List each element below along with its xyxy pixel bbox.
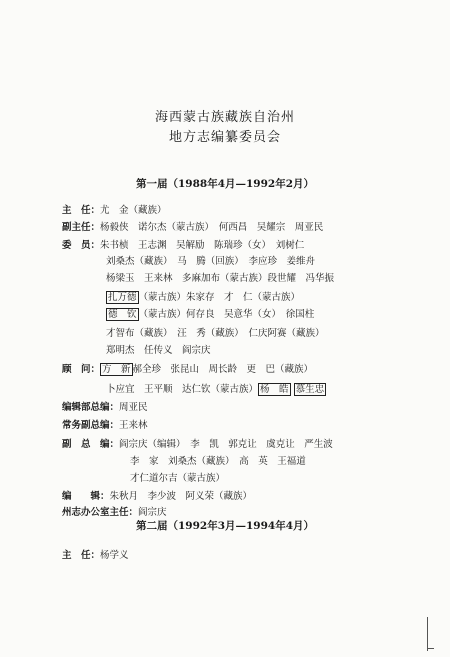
role-label: 常务副总编： [62,420,120,431]
member-line [62,417,442,431]
role-label: 主 任： [62,205,101,216]
member-line [62,504,442,518]
member-names: 朱书桢 王志渊 吴解励 陈瑞珍（女） 刘树仁 [100,240,305,251]
boxed-name: 杨 皓 [260,384,289,395]
member-line [62,361,442,375]
member-line [62,436,442,450]
role-label: 副 总 编： [62,439,120,450]
member-names: 郝全珍 张昆山 周长龄 更 巴（藏族） [132,364,314,375]
title-line-1: 海西蒙古族藏族自治州 [154,110,295,125]
session-1-heading: 第一届（1988年4月—1992年2月） [135,178,315,190]
role-label: 州志办公室主任： [62,507,139,518]
boxed-name: 德 钦 [108,309,137,320]
member-names: 朱秋月 李少波 阿义荣（藏族） [109,491,253,502]
session-2-heading: 第二届（1992年3月—1994年4月） [135,520,315,532]
member-names: 刘桑杰（藏族） 马 腾（回族） 李应珍 姜维舟 [106,256,316,267]
member-names: 杨梁玉 王来林 多麻加布（蒙古族）段世耀 冯华振 [106,273,335,284]
member-line [62,253,450,267]
boxed-name: 方 新 [102,364,131,375]
member-line [62,399,442,413]
role-label: 编辑部总编： [62,402,120,413]
member-names: （蒙古族）何存良 吴意华（女） 徐国柱 [138,309,315,320]
title-line-2: 地方志编纂委员会 [168,130,281,145]
member-names: 尤 金（藏族） [100,205,167,216]
member-line [62,306,450,320]
member-line [62,325,450,339]
member-names: 杨毅侠 诺尔杰（蒙古族） 何西昌 吴耀宗 周亚民 [100,222,324,233]
member-names: 才仁道尔吉（蒙古族） [130,473,226,484]
member-line [62,470,450,484]
member-names: （蒙古族）朱家存 才 仁（蒙古族） [138,292,301,303]
member-line [62,270,450,284]
member-names: 李 家 刘桑杰（藏族） 高 英 王福道 [130,456,306,467]
role-label: 顾 问： [62,364,101,375]
role-label: 编 辑： [62,491,110,502]
member-line [62,342,450,356]
member-names: 杨学义 [100,550,129,561]
role-label: 主 任： [62,550,101,561]
member-line [62,381,450,395]
member-line [62,289,450,303]
member-line [62,453,450,467]
member-line [62,202,442,216]
member-line [62,547,442,561]
member-names: 周亚民 [119,402,148,413]
member-names: 阎宗庆 [138,507,167,518]
boxed-name: 扎万德 [108,292,137,303]
member-line [62,219,442,233]
role-label: 委 员： [62,240,101,251]
member-names: 才智布（藏族） 汪 秀（藏族） 仁庆阿赛（藏族） [106,328,325,339]
member-names: 阎宗庆（编辑） 李 凯 郭克让 虞克让 严生波 [119,439,333,450]
margin-mark [427,617,428,651]
boxed-name: 慕生忠 [295,384,325,395]
role-label: 副主任： [62,222,101,233]
member-line [62,237,442,251]
member-names: 王来林 [119,420,148,431]
margin-mark-foot [428,648,434,649]
member-names: 卜应宜 王平顺 达仁钦（蒙古族） [106,384,259,395]
member-names: 郑明杰 任传义 阎宗庆 [106,345,211,356]
member-line [62,488,442,502]
